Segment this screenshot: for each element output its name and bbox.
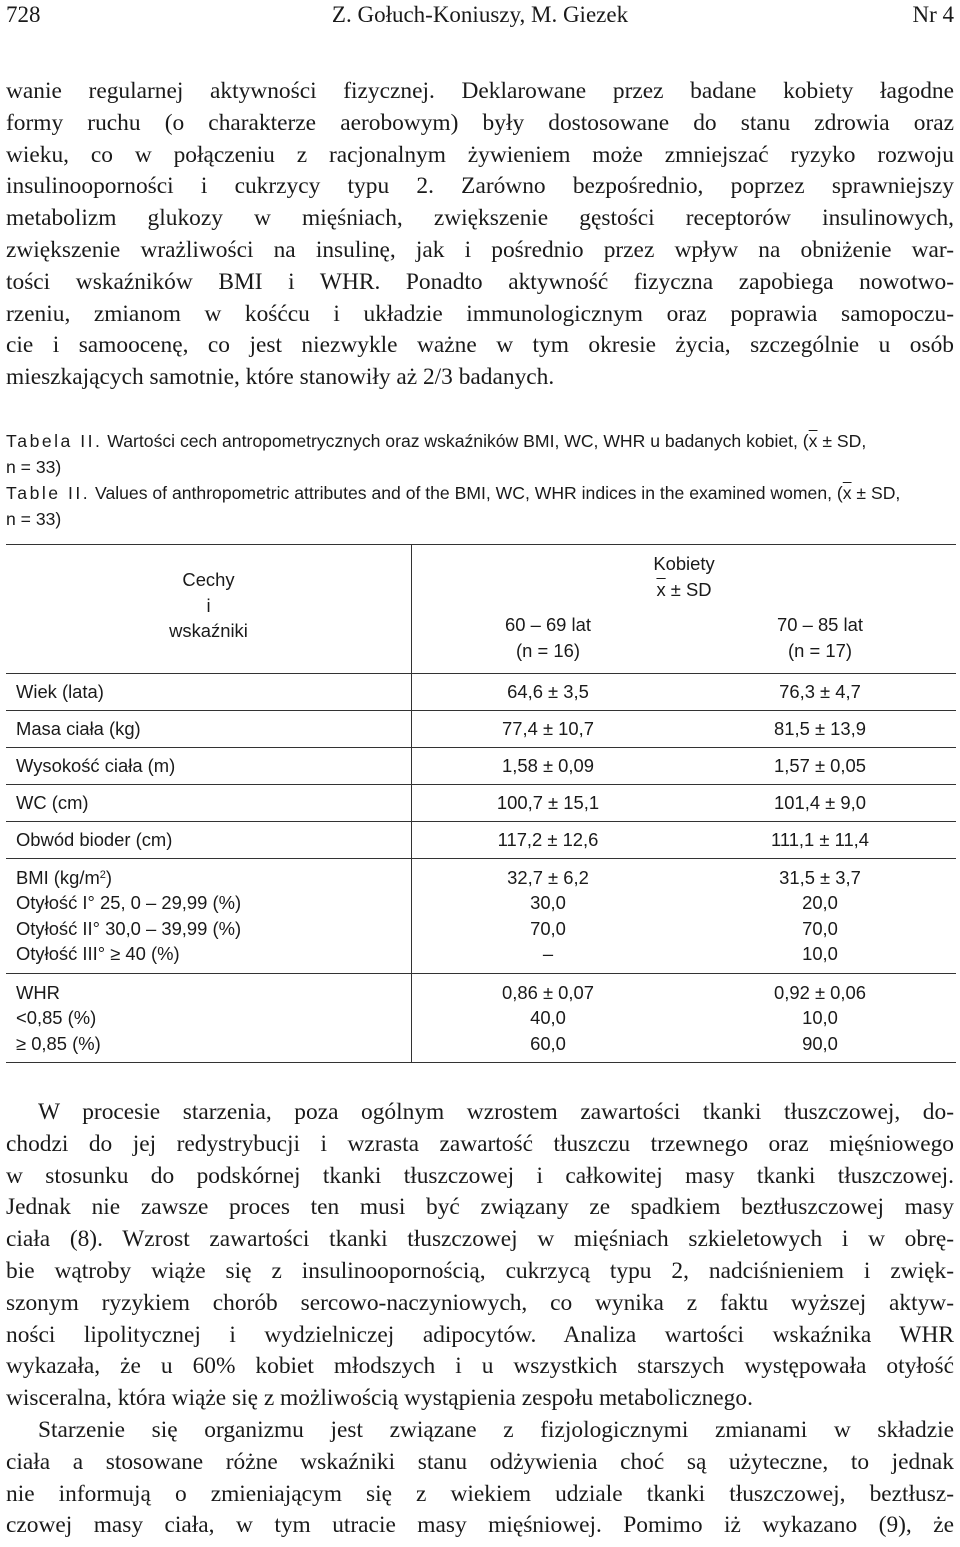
text-line: w stosunku do podskórnej tkanki tłuszczowej i całkowitej masy tkanki tłuszczowej. (6, 1162, 954, 1189)
cell-value: 60,0 (530, 1032, 566, 1054)
text-line: metabolizm glukozy w mięśniach, zwiększenie gęstości receptorów insulinowych, (6, 205, 954, 232)
caption-text: Values of anthropometric attributes and of the BMI, WC, WHR indices in the examined women, ( (95, 483, 843, 503)
mean-symbol: $\overline{x}$ (842, 483, 852, 503)
cell-younger: 1,58 ± 0,09 (412, 747, 685, 784)
header-group-label: Kobiety (653, 553, 715, 574)
text-line: mieszkających samotnie, które stanowiły aż 2/3 badanych. (6, 364, 555, 391)
text-line: bie wątroby wiąże się z insulinoopornością, cukrzycą typu 2, nadciśnieniem i zwięk- (6, 1257, 954, 1284)
header-feature-line: Cechy (182, 569, 235, 590)
header-col-younger: 60 – 69 lat (505, 614, 591, 635)
cell-younger (412, 973, 685, 1063)
text-line: chodzi do jej redystrybucji i wzrasta zawartość tłuszczu trzewnego oraz mięśniowego (6, 1130, 954, 1157)
text-line: wanie regularnej aktywności fizycznej. Deklarowane przez badane kobiety łagodne (6, 78, 954, 104)
header-col-younger-n: (n = 16) (516, 639, 580, 661)
cell-value: 20,0 (802, 892, 838, 913)
paragraph-2 (6, 1097, 954, 1542)
running-head-authors: Z. Gołuch-Koniuszy, M. Giezek (331, 2, 629, 27)
text-line: ciała (8). Wzrost zawartości tkanki tłuszczowej w mięśniach szkieletowych i w obrę- (6, 1226, 954, 1253)
table-row (6, 821, 956, 858)
text-line: Jednak nie zawsze proces ten musi być związany ze spadkiem beztłuszczowej masy (6, 1194, 954, 1221)
cell-value: – (542, 943, 554, 964)
text-line: formy ruchu (o charakterze aerobowym) były dostosowane do stanu zdrowia oraz (6, 109, 954, 136)
caption-text-line2: n = 33) (6, 457, 62, 477)
table-row-bmi (6, 858, 956, 973)
cell-younger: 117,2 ± 12,6 (412, 821, 685, 858)
paragraph-1 (6, 76, 954, 394)
text-line: W procesie starzenia, poza ogólnym wzrostem zawartości tkanki tłuszczowej, do- (38, 1099, 954, 1125)
cell-older (684, 973, 956, 1063)
bmi-sub-label: Otyłość II° 30,0 – 39,99 (%) (16, 917, 242, 939)
text-line: Starzenie się organizmu jest związane z fizjologicznymi zmianami w składzie (38, 1416, 954, 1443)
caption-text-line2: n = 33) (6, 509, 62, 529)
cell-older (684, 858, 956, 973)
table-row (6, 747, 956, 784)
cell-value: 30,0 (530, 892, 566, 913)
cell-older: 1,57 ± 0,05 (684, 747, 956, 784)
bmi-label-end: ) (105, 866, 113, 888)
text-line: zwiększenie wrażliwości na insulinę, jak i pośrednio przez wpływ na obniżenie war- (6, 236, 954, 263)
row-label-bmi (6, 858, 412, 973)
issue-number: Nr 4 (912, 2, 954, 27)
cell-older: 76,3 ± 4,7 (684, 673, 956, 710)
row-label: Masa ciała (kg) (6, 710, 412, 747)
bmi-label: BMI (kg/m (16, 866, 100, 888)
table-row (6, 673, 956, 710)
text-line: ności lipolitycznej i wydzielniczej adipocytów. Analiza wartości wskaźnika WHR (6, 1321, 954, 1348)
table-caption-pl (6, 428, 956, 480)
cell-older: 111,1 ± 11,4 (684, 821, 956, 858)
cell-value: 0,92 ± 0,06 (774, 981, 866, 1003)
table-row (6, 710, 956, 747)
table-row-whr (6, 973, 956, 1063)
mean-symbol: $\overline{x}$ (656, 578, 666, 600)
header-feature-line: wskaźniki (169, 620, 248, 641)
caption-text: Wartości cech antropometrycznych oraz wskaźników BMI, WC, WHR u badanych kobiet, ( (107, 431, 809, 451)
header-feature (6, 545, 412, 674)
cell-value: 31,5 ± 3,7 (779, 866, 861, 888)
page-number: 728 (6, 2, 41, 27)
cell-value: 90,0 (802, 1032, 838, 1054)
header-col-older: 70 – 85 lat (777, 614, 863, 635)
caption-label: Table II. (6, 483, 91, 503)
text-line: cie i samoocenę, co jest niezwykle ważne w tym okresie życia, szczególnie u osób (6, 332, 954, 359)
whr-sub-label: ≥ 0,85 (%) (16, 1032, 101, 1054)
text-line: tości wskaźników BMI i WHR. Ponadto aktywność fizyczna zapobiega nowotwo- (6, 268, 954, 295)
bmi-sub-label: Otyłość III° ≥ 40 (%) (16, 943, 180, 964)
whr-label: WHR (16, 981, 60, 1003)
page-header (6, 0, 954, 34)
cell-value: 40,0 (530, 1007, 566, 1028)
text-line: insulinooporności i cukrzycy typu 2. Zarówno bezpośrednio, poprzez sprawniejszy (6, 173, 954, 200)
text-line: nie informują o zmieniającym się z wiekiem udziale tkanki tłuszczowej, beztłusz- (6, 1480, 954, 1507)
bmi-sub-label: Otyłość I° 25, 0 – 29,99 (%) (16, 892, 242, 913)
cell-older: 101,4 ± 9,0 (684, 784, 956, 821)
text-line: wieku, co w połączeniu z racjonalnym żywieniem może zmniejszać ryzyko rozwoju (6, 141, 954, 168)
table-row (6, 784, 956, 821)
caption-label: Tabela II. (6, 431, 103, 451)
cell-older: 81,5 ± 13,9 (684, 710, 956, 747)
table-caption-en (6, 480, 956, 532)
row-label: WC (cm) (6, 784, 412, 821)
text-line: rzeniu, zmianom w kośćcu i układzie immunologicznym oraz poprawia samopoczu- (6, 300, 954, 327)
cell-younger: 100,7 ± 15,1 (412, 784, 685, 821)
text-line: czowej masy ciała, w tym utracie masy mięśniowej. Pomimo iż wykazano (9), że (6, 1512, 954, 1539)
mean-symbol: $\overline{x}$ (808, 431, 818, 451)
cell-younger (412, 858, 685, 973)
row-label-whr (6, 973, 412, 1063)
whr-sub-label: <0,85 (%) (16, 1007, 97, 1028)
header-col-older-n: (n = 17) (788, 639, 852, 661)
text-line: wisceralna, która wiąże się z możliwością wystąpienia zespołu metabolicznego. (6, 1385, 753, 1412)
header-group-stat: ± SD (665, 578, 712, 600)
caption-text-end: ± SD, (817, 431, 867, 451)
row-label: Wysokość ciała (m) (6, 747, 412, 784)
header-group (412, 545, 957, 673)
caption-text-end: ± SD, (851, 483, 901, 503)
cell-value: 32,7 ± 6,2 (507, 866, 589, 888)
cell-value: 70,0 (530, 917, 566, 939)
cell-younger: 64,6 ± 3,5 (412, 673, 685, 710)
cell-value: 70,0 (802, 917, 838, 939)
anthropometric-table (6, 544, 956, 1063)
text-line: wykazała, że u 60% kobiet młodszych i u wszystkich starszych występowała otyłość (6, 1353, 954, 1380)
text-line: szonym ryzykiem chorób sercowo-naczyniowych, co wynika z faktu wyższej aktyw- (6, 1289, 954, 1316)
cell-younger: 77,4 ± 10,7 (412, 710, 685, 747)
row-label: Wiek (lata) (6, 673, 412, 710)
cell-value: 10,0 (802, 1007, 838, 1028)
cell-value: 10,0 (802, 943, 838, 964)
bmi-label-sup: 2 (99, 868, 106, 881)
header-feature-line: i (206, 594, 211, 616)
row-label: Obwód bioder (cm) (6, 821, 412, 858)
text-line: ciała a stosowane różne wskaźniki stanu odżywienia choć są użyteczne, to jednak (6, 1448, 954, 1475)
cell-value: 0,86 ± 0,07 (502, 981, 594, 1003)
